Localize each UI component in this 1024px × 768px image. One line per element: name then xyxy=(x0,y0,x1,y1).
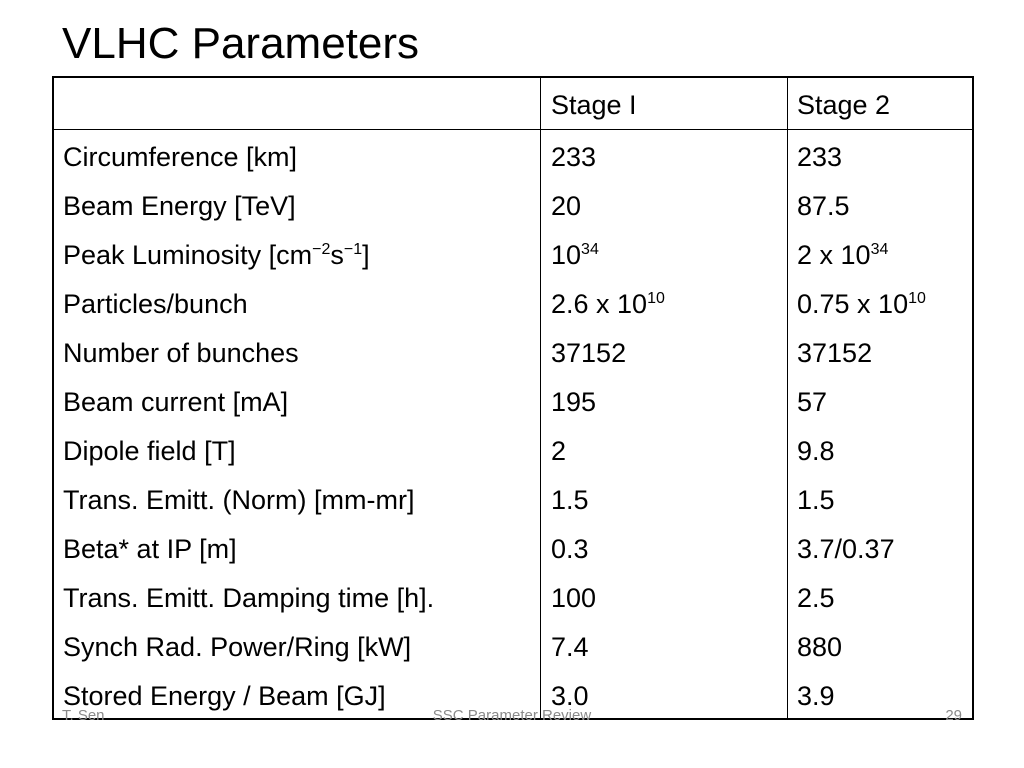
stage-2-value: 87.5 xyxy=(797,191,850,221)
column-divider-2 xyxy=(787,78,788,718)
stage-1-value: 37152 xyxy=(551,338,627,368)
stage-1-value: 2.6 x $10^{10}$ xyxy=(551,289,665,319)
stage-1-value: 100 xyxy=(551,583,597,613)
stage-2-value: 37152 xyxy=(797,338,873,368)
param-label: Dipole field [T] xyxy=(63,436,236,466)
param-label: Trans. Emitt. Damping time [h]. xyxy=(63,583,435,613)
stage-1-value: 20 xyxy=(551,191,582,221)
stage-2-value: 57 xyxy=(797,387,828,417)
stage-2-value: 880 xyxy=(797,632,843,662)
footer-author: T. Sen xyxy=(62,707,105,724)
footer-title: SSC Parameter Review xyxy=(432,707,592,724)
stage-2-value: 0.75 x $10^{10}$ xyxy=(797,289,926,319)
stage-1-value: 233 xyxy=(551,142,597,172)
stage-1-column xyxy=(551,138,665,726)
stage-1-value: 2 xyxy=(551,436,567,466)
parameter-column xyxy=(63,138,434,726)
stage-1-value: 195 xyxy=(551,387,597,417)
stage-2-column xyxy=(797,138,926,726)
stage-2-value: 3.7/0.37 xyxy=(797,534,895,564)
param-label: Stored Energy / Beam [GJ] xyxy=(63,681,386,711)
stage-2-value: 3.9 xyxy=(797,681,835,711)
param-label: Particles/bunch xyxy=(63,289,248,319)
stage-1-value: 1.5 xyxy=(551,485,589,515)
param-label: Circumference [km] xyxy=(63,142,298,172)
param-label: Beta* at IP [m] xyxy=(63,534,237,564)
stage-2-value: 2.5 xyxy=(797,583,835,613)
header-stage-1: Stage I xyxy=(551,90,637,120)
header-divider xyxy=(54,129,972,130)
slide-title: VLHC Parameters xyxy=(62,19,420,68)
param-label: Synch Rad. Power/Ring [kW] xyxy=(63,632,412,662)
stage-1-value: 0.3 xyxy=(551,534,589,564)
param-label: Number of bunches xyxy=(63,338,299,368)
param-label: Beam Energy [TeV] xyxy=(63,191,296,221)
param-label: Trans. Emitt. (Norm) [mm-mr] xyxy=(63,485,415,515)
stage-1-value: 3.0 xyxy=(551,681,589,711)
param-label: Peak Luminosity $[cm^{-2}s^{-1}]$ xyxy=(63,240,370,270)
stage-2-value: 2 x $10^{34}$ xyxy=(797,240,889,270)
stage-2-value: 9.8 xyxy=(797,436,835,466)
stage-2-value: 1.5 xyxy=(797,485,835,515)
column-divider-1 xyxy=(540,78,541,718)
stage-1-value: 7.4 xyxy=(551,632,589,662)
parameters-table xyxy=(52,76,974,720)
param-label: Beam current [mA] xyxy=(63,387,289,417)
stage-2-value: 233 xyxy=(797,142,843,172)
stage-1-value: $10^{34}$ xyxy=(551,240,599,270)
header-stage-2: Stage 2 xyxy=(797,90,891,120)
page-number: 29 xyxy=(945,707,962,724)
